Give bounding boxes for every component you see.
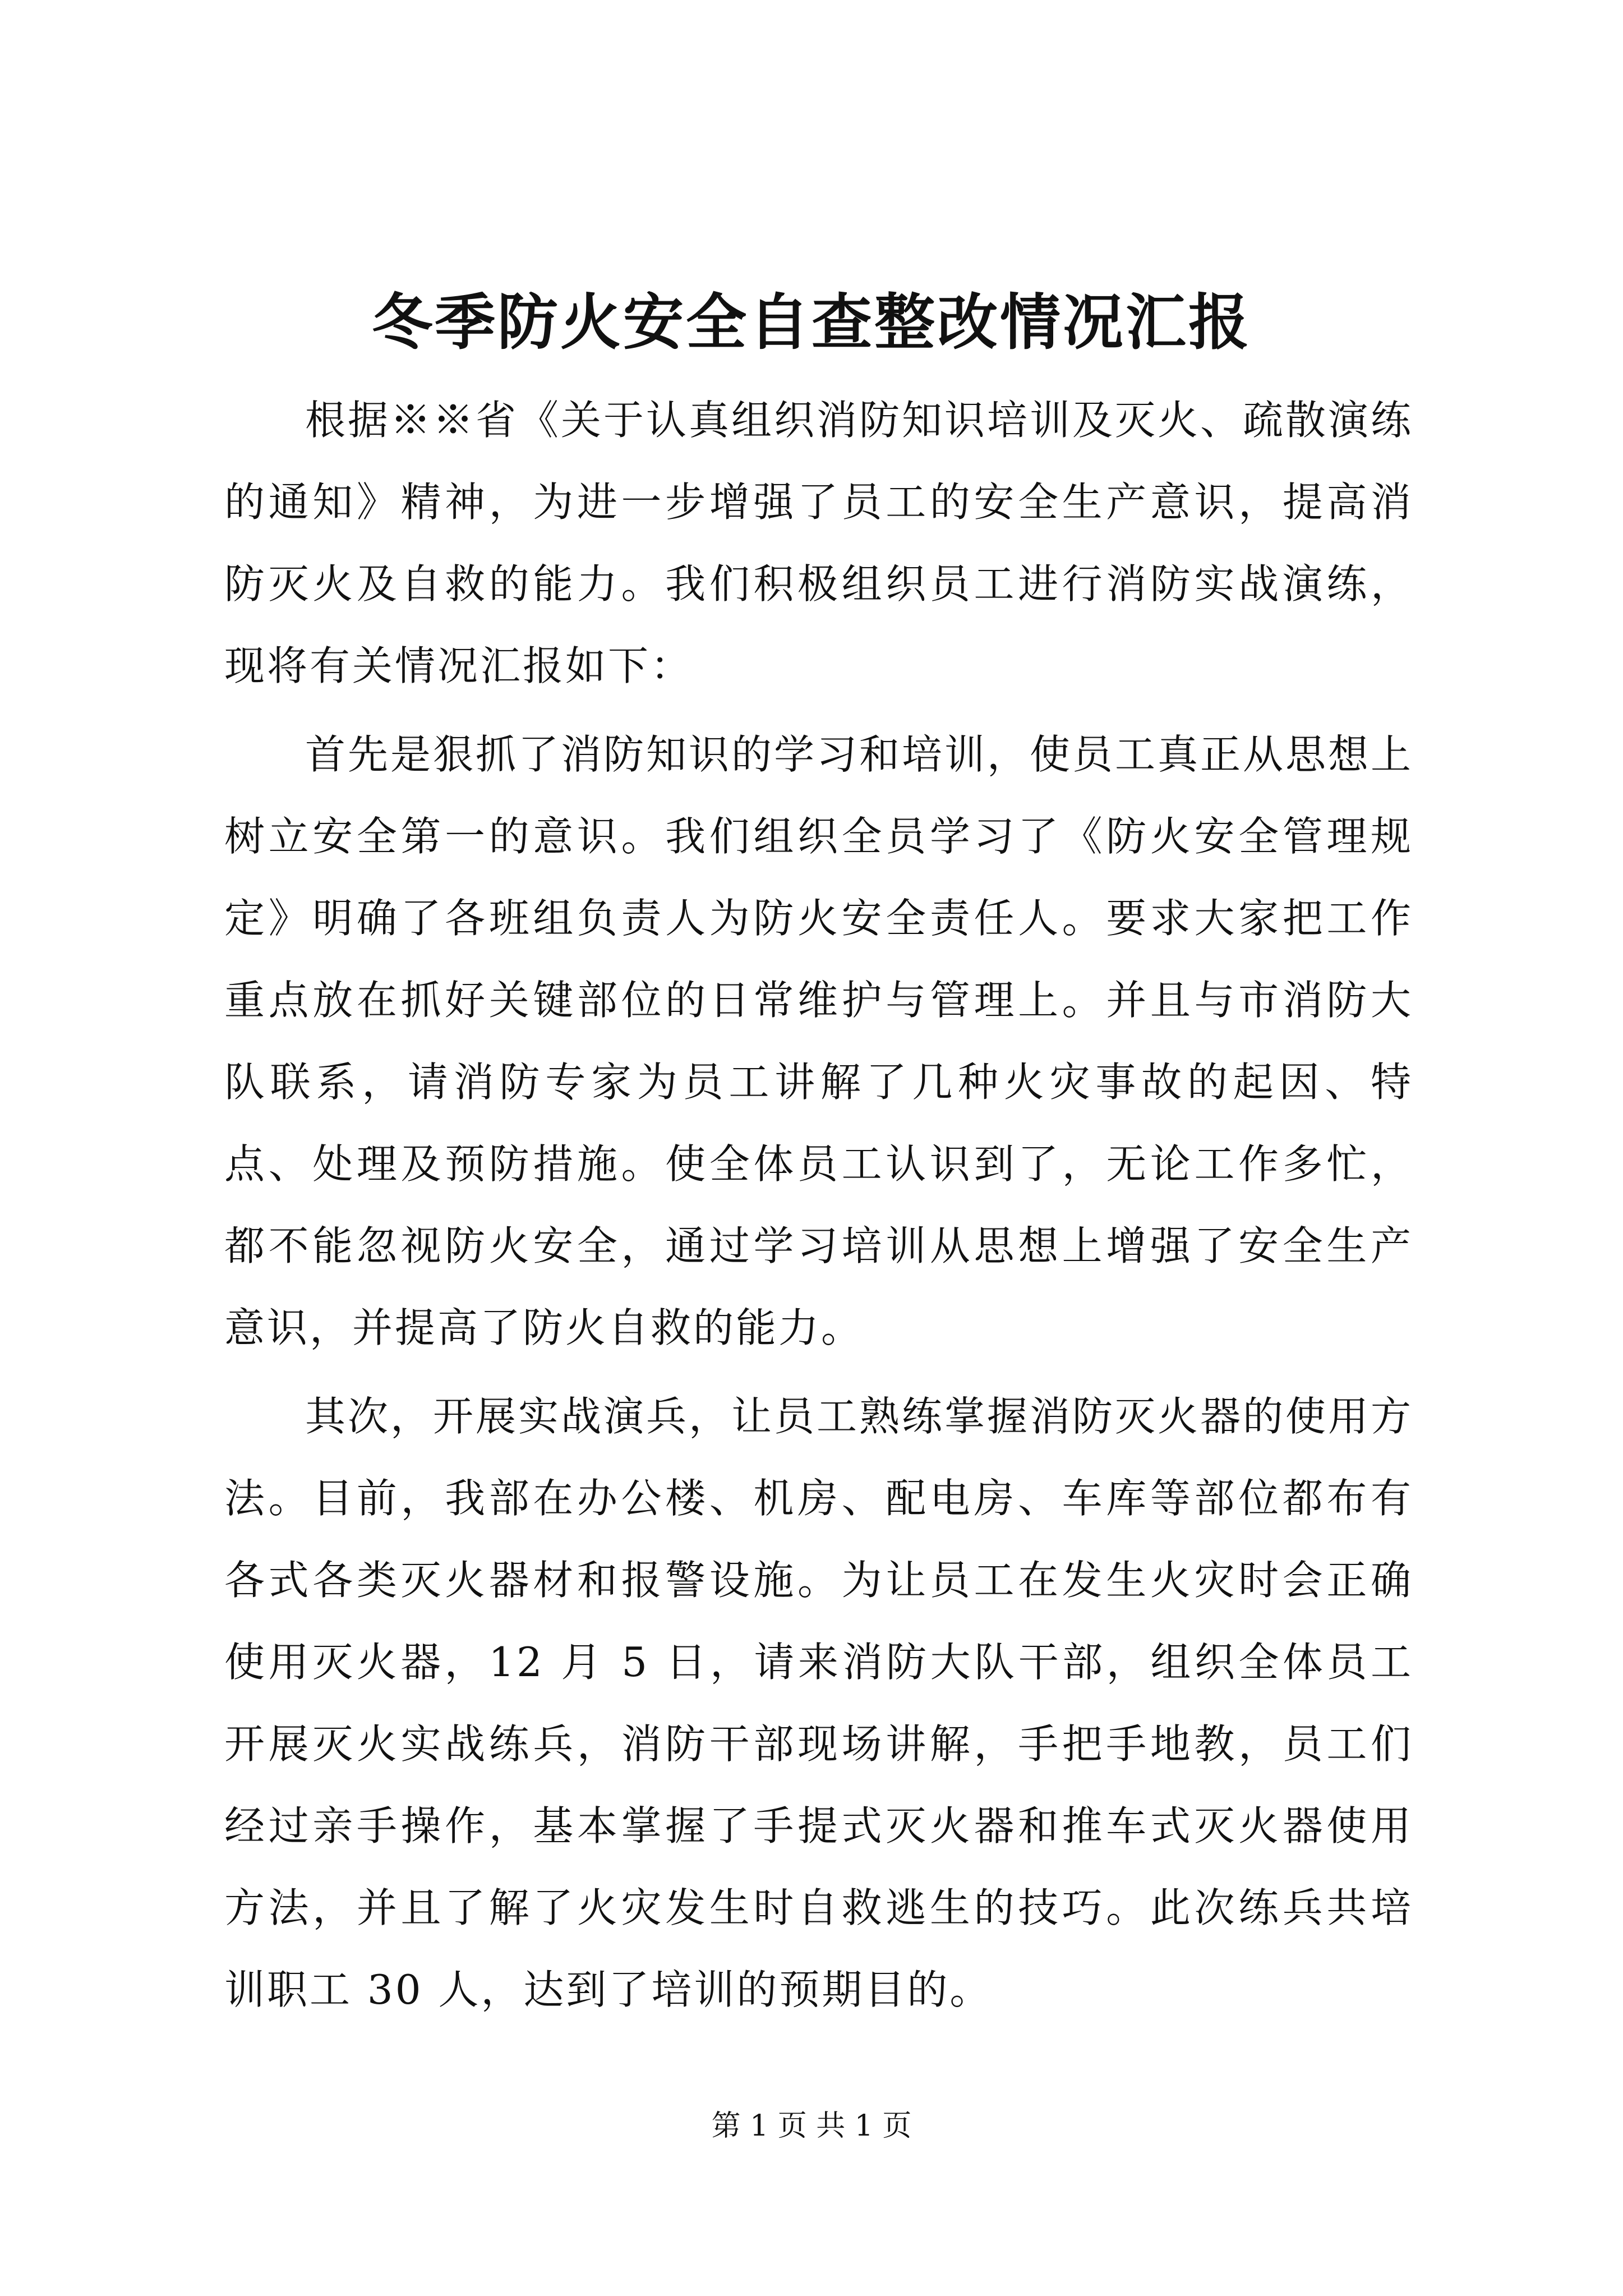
- page-footer: 第 1 页 共 1 页: [711, 2109, 912, 2143]
- document-body: [224, 379, 1413, 2037]
- document-title: 冬季防火安全自查整改情况汇报: [371, 287, 1251, 358]
- paragraph-training: 首先是狠抓了消防知识的学习和培训，使员工真正从思想上树立安全第一的意识。我们组织全员学习了《防火安全管理规定》明确了各班组负责人为防火安全责任人。要求大家把工作重点放在抓好关键部位的日常维护与管理上。并且与市消防大队联系，请消防专家为员工讲解了几种火灾事故的起因、特点、处理及预防措施。使全体员工认识到了，无论工作多忙，都不能忽视防火安全，通过学习培训从思想上增强了安全生产意识，并提高了防火自救的能力。: [224, 731, 1414, 1351]
- paragraph-intro: 根据※※省《关于认真组织消防知识培训及灭火、疏散演练的通知》精神，为进一步增强了员工的安全生产意识，提高消防灭火及自救的能力。我们积极组织员工进行消防实战演练，现将有关情况汇报如下：: [224, 397, 1414, 689]
- paragraph-drill: 其次，开展实战演兵，让员工熟练掌握消防灭火器的使用方法。目前，我部在办公楼、机房、配电房、车库等部位都布有各式各类灭火器材和报警设施。为让员工在发生火灾时会正确使用灭火器，12 月 5 日，请来消防大队干部，组织全体员工开展灭火实战练兵，消防干部现场讲解，手把手地教，员工们经过亲手操作，基本掌握了手提式灭火器和推车式灭火器使用方法，并且了解了火灾发生时自救逃生的技巧。此次练兵共培训职工 30 人，达到了培训的预期目的。: [224, 1393, 1414, 2013]
